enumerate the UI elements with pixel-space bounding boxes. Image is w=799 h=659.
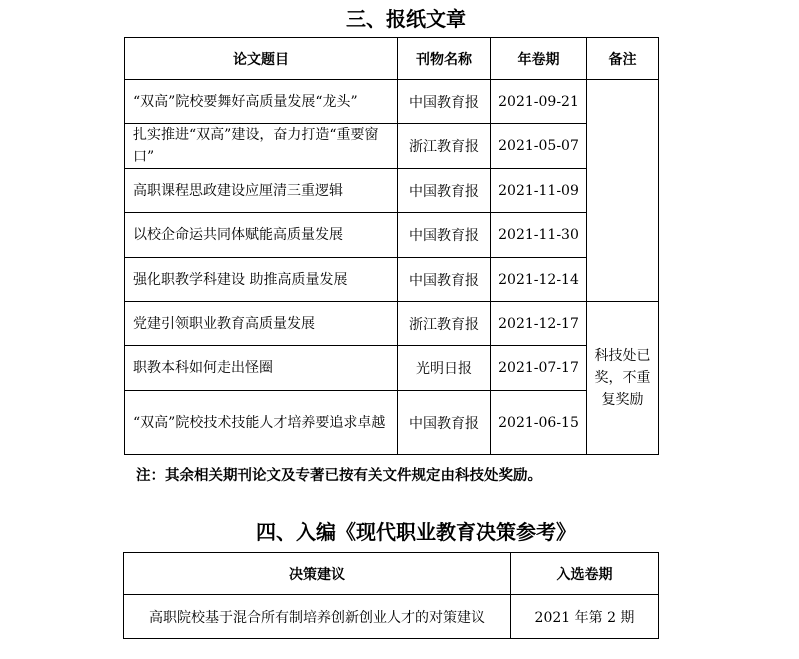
column-header-note: 备注	[587, 38, 659, 80]
journal-name: 中国教育报	[398, 391, 491, 455]
section-heading-newspaper-articles: 三、报纸文章	[346, 7, 466, 31]
table-row	[125, 80, 659, 124]
column-header-journal: 刊物名称	[398, 38, 491, 80]
article-title: 强化职教学科建设 助推高质量发展	[125, 258, 398, 302]
selected-issue: 2021 年第 2 期	[511, 595, 659, 639]
table-row	[124, 595, 659, 639]
article-title: 党建引领职业教育高质量发展	[125, 302, 398, 346]
table-row	[125, 346, 659, 391]
section-heading-decision-reference: 四、入编《现代职业教育决策参考》	[256, 520, 576, 544]
journal-name: 光明日报	[398, 346, 491, 391]
table-header-row	[125, 38, 659, 80]
journal-name: 中国教育报	[398, 169, 491, 213]
footnote: 注：其余相关期刊论文及专著已按有关文件规定由科技处奖励。	[136, 468, 542, 484]
table-row	[125, 302, 659, 346]
article-title: 扎实推进“双高”建设，奋力打造“重要窗口”	[125, 124, 398, 169]
table-header-row	[124, 553, 659, 595]
article-title: 高职课程思政建设应厘清三重逻辑	[125, 169, 398, 213]
column-header-suggestion: 决策建议	[124, 553, 511, 595]
journal-name: 中国教育报	[398, 258, 491, 302]
table-row	[125, 124, 659, 169]
table-row	[125, 169, 659, 213]
newspaper-articles-table	[124, 37, 659, 455]
article-title: 以校企命运共同体赋能高质量发展	[125, 213, 398, 258]
journal-name: 浙江教育报	[398, 124, 491, 169]
article-title: 职教本科如何走出怪圈	[125, 346, 398, 391]
publish-date: 2021-05-07	[491, 124, 587, 169]
publish-date: 2021-09-21	[491, 80, 587, 124]
publish-date: 2021-12-14	[491, 258, 587, 302]
journal-name: 中国教育报	[398, 80, 491, 124]
publish-date: 2021-07-17	[491, 346, 587, 391]
journal-name: 浙江教育报	[398, 302, 491, 346]
journal-name: 中国教育报	[398, 213, 491, 258]
decision-suggestions-table	[123, 552, 659, 639]
column-header-title: 论文题目	[125, 38, 398, 80]
note-cell-empty	[587, 80, 659, 302]
article-title: “双高”院校要舞好高质量发展“龙头”	[125, 80, 398, 124]
publish-date: 2021-11-09	[491, 169, 587, 213]
decision-suggestion: 高职院校基于混合所有制培养创新创业人才的对策建议	[124, 595, 511, 639]
note-reward-status: 科技处已奖，不重复奖励	[587, 302, 659, 455]
article-title: “双高”院校技术技能人才培养要追求卓越	[125, 391, 398, 455]
publish-date: 2021-11-30	[491, 213, 587, 258]
column-header-issue: 入选卷期	[511, 553, 659, 595]
publish-date: 2021-12-17	[491, 302, 587, 346]
table-row	[125, 391, 659, 455]
table-row	[125, 258, 659, 302]
column-header-date: 年卷期	[491, 38, 587, 80]
publish-date: 2021-06-15	[491, 391, 587, 455]
table-row	[125, 213, 659, 258]
